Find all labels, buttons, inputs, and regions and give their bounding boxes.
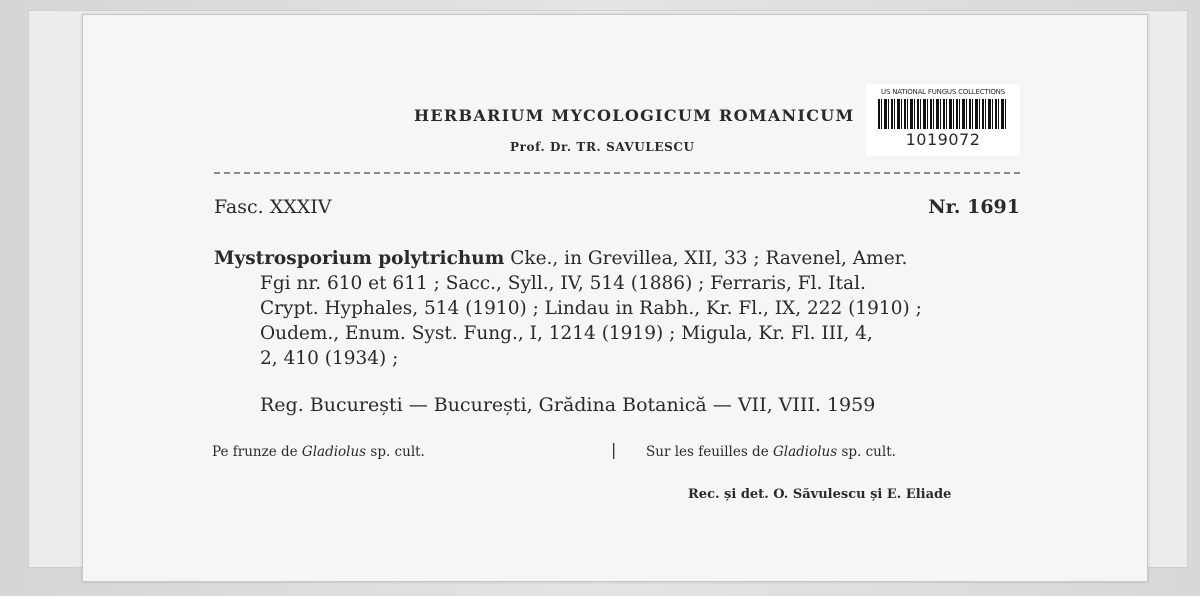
header-divider [214,172,1020,174]
citation-text: Cke., in Grevillea, XII, 33 ; Ravenel, Amer. [510,248,908,269]
host-separator: | [611,440,617,459]
collector-credit: Rec. și det. O. Săvulescu și E. Eliade [688,487,952,502]
host-fr-suffix: sp. cult. [841,444,896,460]
collection-locality: Reg. București — București, Grădina Botanică — VII, VIII. 1959 [260,394,876,416]
taxon-citation [214,246,1026,371]
barcode-collection-name: US NATIONAL FUNGUS COLLECTIONS [881,88,1005,96]
taxon-name: Mystrosporium polytrichum [214,248,505,269]
host-french [646,444,896,460]
host-fr-genus: Gladiolus [772,444,838,460]
herbarium-director: Prof. Dr. TR. SAVULESCU [510,140,695,154]
host-fr-prefix: Sur les feuilles de [646,444,769,460]
citation-line: 2, 410 (1934) ; [260,348,399,369]
barcode-number: 1019072 [905,130,981,149]
citation-line [214,246,1026,271]
barcode-icon [878,99,1008,129]
barcode-label [866,84,1020,156]
host-ro-genus: Gladiolus [301,444,367,460]
specimen-number: Nr. 1691 [928,196,1020,218]
host-ro-prefix: Pe frunze de [212,444,298,460]
citation-line: Crypt. Hyphales, 514 (1910) ; Lindau in Rabh., Kr. Fl., IX, 222 (1910) ; [260,298,922,319]
host-ro-suffix: sp. cult. [370,444,425,460]
fascicle-number: Fasc. XXXIV [214,196,332,218]
herbarium-title: HERBARIUM MYCOLOGICUM ROMANICUM [414,106,855,125]
host-romanian [212,444,425,460]
citation-line: Fgi nr. 610 et 611 ; Sacc., Syll., IV, 514 (1886) ; Ferraris, Fl. Ital. [260,273,866,294]
citation-line: Oudem., Enum. Syst. Fung., I, 1214 (1919) ; Migula, Kr. Fl. III, 4, [260,323,873,344]
